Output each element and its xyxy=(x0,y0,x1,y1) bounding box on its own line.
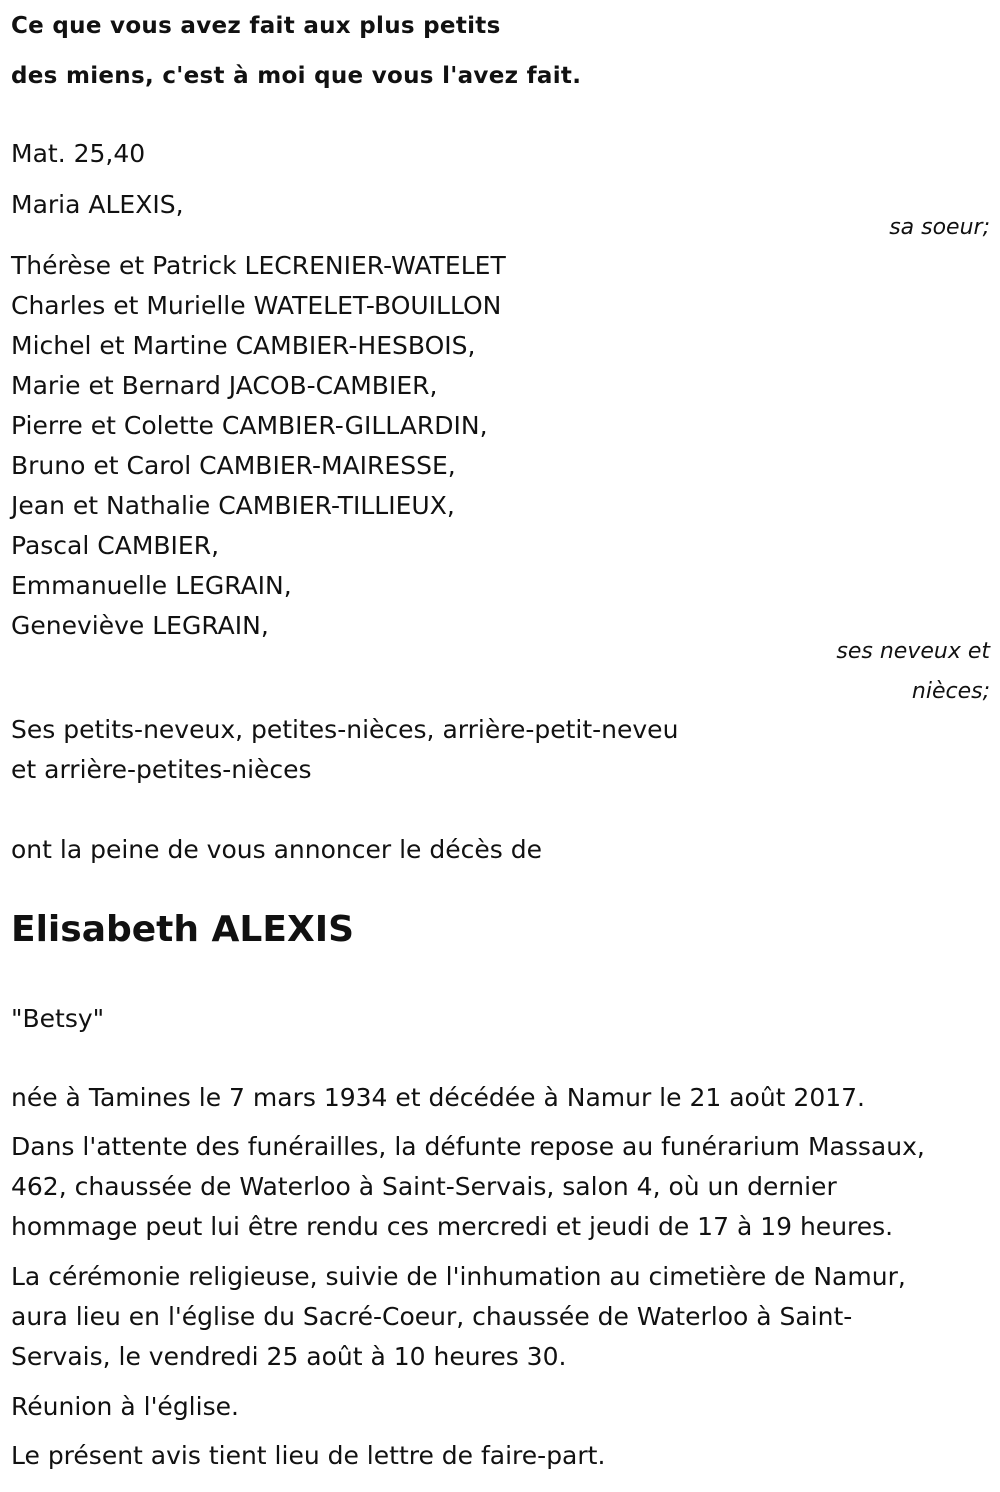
nephews-role-line-1: ses neveux et xyxy=(836,639,990,664)
nephews-list xyxy=(11,246,506,646)
funerarium-line-1: Dans l'attente des funérailles, la défunte repose au funérarium Massaux, xyxy=(11,1132,925,1161)
list-item: Geneviève LEGRAIN, xyxy=(11,611,269,640)
list-item: Pascal CAMBIER, xyxy=(11,531,220,560)
announcement-text: ont la peine de vous annoncer le décès de xyxy=(11,835,542,864)
list-item: Charles et Murielle WATELET-BOUILLON xyxy=(11,291,502,320)
list-item: Pierre et Colette CAMBIER-GILLARDIN, xyxy=(11,411,488,440)
list-item: Jean et Nathalie CAMBIER-TILLIEUX, xyxy=(11,491,455,520)
list-item: Michel et Martine CAMBIER-HESBOIS, xyxy=(11,331,476,360)
nephews-role-line-2: nièces; xyxy=(911,679,990,704)
meeting-text: Réunion à l'église. xyxy=(11,1392,239,1421)
sister-role: sa soeur; xyxy=(889,215,990,240)
deceased-name: Elisabeth ALEXIS xyxy=(11,909,355,950)
funerarium-line-2: 462, chaussée de Waterloo à Saint-Servais, salon 4, où un dernier xyxy=(11,1172,837,1201)
ceremony-line-1: La cérémonie religieuse, suivie de l'inhumation au cimetière de Namur, xyxy=(11,1262,906,1291)
list-item: Thérèse et Patrick LECRENIER-WATELET xyxy=(11,251,506,280)
list-item: Marie et Bernard JACOB-CAMBIER, xyxy=(11,371,438,400)
epigraph-line-2: des miens, c'est à moi que vous l'avez fait. xyxy=(11,63,582,89)
ceremony-line-3: Servais, le vendredi 25 août à 10 heures 30. xyxy=(11,1342,567,1371)
list-item: Emmanuelle LEGRAIN, xyxy=(11,571,292,600)
epigraph-reference: Mat. 25,40 xyxy=(11,139,146,168)
epigraph-line-1: Ce que vous avez fait aux plus petits xyxy=(11,13,501,39)
sister-name: Maria ALEXIS, xyxy=(11,190,184,219)
birth-death-dates: née à Tamines le 7 mars 1934 et décédée à Namur le 21 août 2017. xyxy=(11,1083,865,1112)
funerarium-line-3: hommage peut lui être rendu ces mercredi et jeudi de 17 à 19 heures. xyxy=(11,1212,894,1241)
ceremony-line-2: aura lieu en l'église du Sacré-Coeur, chaussée de Waterloo à Saint- xyxy=(11,1302,853,1331)
notice-text: Le présent avis tient lieu de lettre de faire-part. xyxy=(11,1441,606,1470)
grand-relatives-line-1: Ses petits-neveux, petites-nièces, arrière-petit-neveu xyxy=(11,715,679,744)
list-item: Bruno et Carol CAMBIER-MAIRESSE, xyxy=(11,451,456,480)
deceased-nickname: "Betsy" xyxy=(11,1004,105,1033)
grand-relatives-line-2: et arrière-petites-nièces xyxy=(11,755,312,784)
